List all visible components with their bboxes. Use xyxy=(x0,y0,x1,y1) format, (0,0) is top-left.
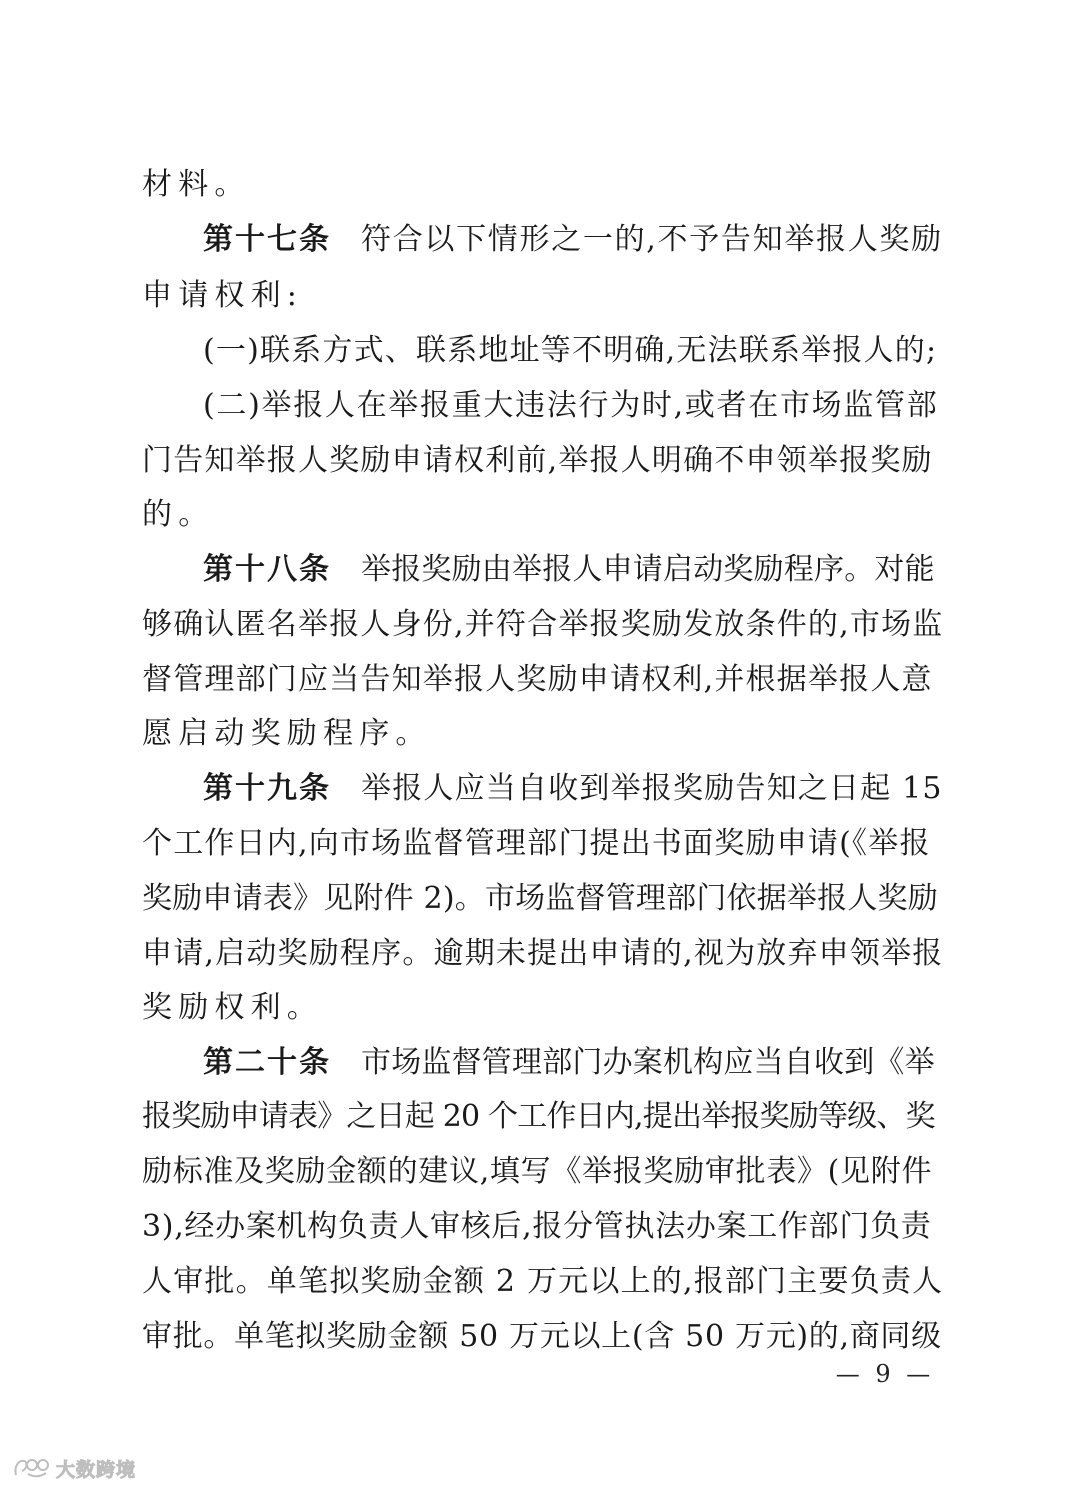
text-line: (二)举报人在举报重大违法行为时,或者在市场监管部 xyxy=(203,388,939,423)
article-20-heading: 第二十条 xyxy=(203,1045,331,1080)
article-17-text: 符合以下情形之一的,不予告知举报人奖励 xyxy=(361,222,943,257)
watermark-logo-icon xyxy=(12,1457,50,1479)
article-19-first-line xyxy=(203,769,942,809)
text-line: 的。 xyxy=(142,497,215,532)
watermark xyxy=(12,1455,136,1481)
text-line: 申请,启动奖励程序。逾期未提出申请的,视为放弃申领举报 xyxy=(142,936,944,971)
text-line: 够确认匿名举报人身份,并符合举报奖励发放条件的,市场监 xyxy=(142,607,944,642)
text-line: 门告知举报人奖励申请权利前,举报人明确不申领举报奖励 xyxy=(142,443,933,478)
text-line: (一)联系方式、联系地址等不明确,无法联系举报人的; xyxy=(203,333,938,368)
text-line: 励标准及奖励金额的建议,填写《举报奖励审批表》(见附件 xyxy=(142,1154,933,1189)
article-17-heading: 第十七条 xyxy=(203,222,331,257)
text-line: 个工作日内,向市场监督管理部门提出书面奖励申请(《举报 xyxy=(142,826,931,861)
text-line: 材料。 xyxy=(142,167,251,202)
text-line: 3),经办案机构负责人审核后,报分管执法办案工作部门负责 xyxy=(142,1209,932,1244)
text-line: 报奖励申请表》之日起 20 个工作日内,提出举报奖励等级、奖 xyxy=(142,1099,935,1134)
article-19-text: 举报人应当自收到举报奖励告知之日起 15 xyxy=(361,771,943,806)
article-18-first-line xyxy=(203,550,942,590)
text-line: 愿启动奖励程序。 xyxy=(142,716,432,751)
text-line: 人审批。单笔拟奖励金额 2 万元以上的,报部门主要负责人 xyxy=(142,1264,944,1299)
article-19-heading: 第十九条 xyxy=(203,771,331,806)
text-line: 奖励申请表》见附件 2)。市场监督管理部门依据举报人奖励 xyxy=(142,881,938,916)
text-line: 督管理部门应当告知举报人奖励申请权利,并根据举报人意 xyxy=(142,662,933,697)
article-18-heading: 第十八条 xyxy=(203,552,331,587)
text-line: 申请权利: xyxy=(142,278,304,313)
article-17-first-line xyxy=(203,220,942,260)
article-20-first-line xyxy=(203,1043,942,1083)
page-number: — 9 — xyxy=(835,1360,935,1388)
watermark-text: 大数跨境 xyxy=(56,1458,137,1481)
article-20-text: 市场监督管理部门办案机构应当自收到《举 xyxy=(361,1045,935,1080)
article-18-text: 举报奖励由举报人申请启动奖励程序。对能 xyxy=(361,552,935,587)
text-line: 审批。单笔拟奖励金额 50 万元以上(含 50 万元)的,商同级 xyxy=(142,1319,942,1354)
text-line: 奖励权利。 xyxy=(142,990,323,1025)
